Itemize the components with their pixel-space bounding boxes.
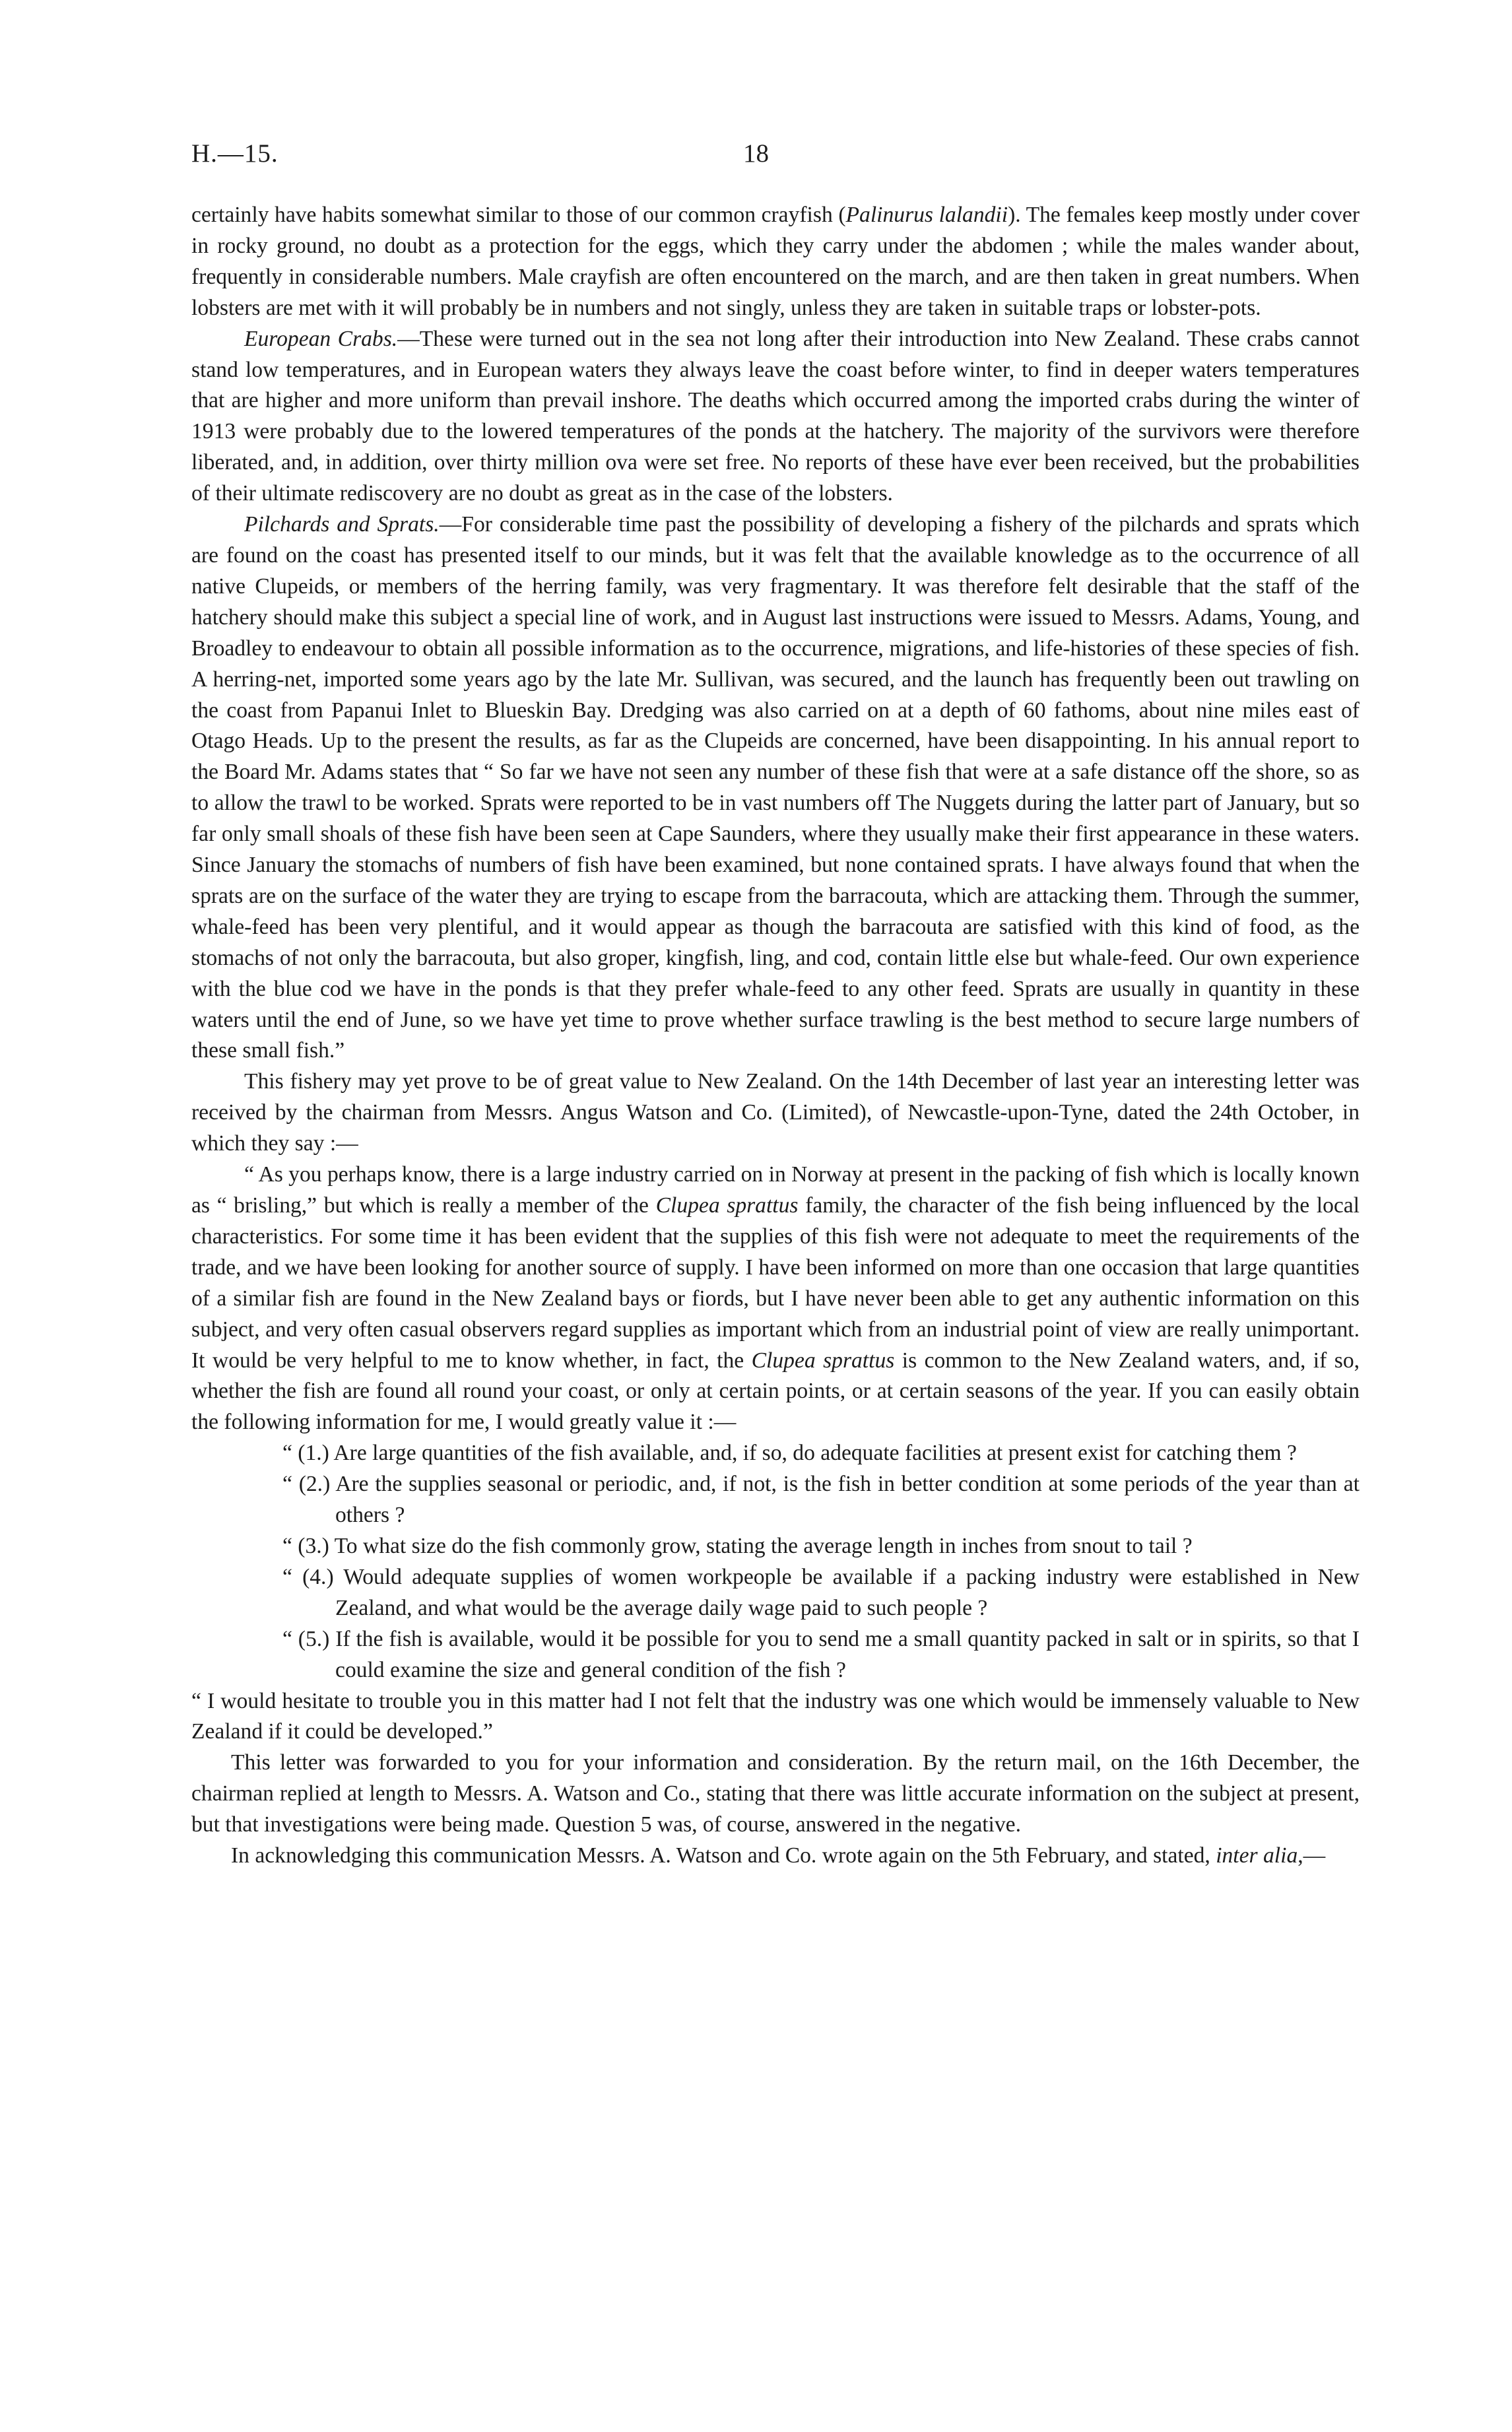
paragraph bbox=[191, 1067, 1360, 1160]
page-header bbox=[185, 139, 1327, 178]
text-run: “ I would hesitate to trouble you in this matter had I not felt that the industry was one which would be immensely valuable to New Zealand if it could be developed.” bbox=[191, 1688, 1360, 1744]
paragraph bbox=[191, 1841, 1360, 1872]
paragraph bbox=[191, 1160, 1360, 1438]
text-run: This letter was forwarded to you for your information and consideration. By the return mail, on the 16th December, the chairman replied at length to Messrs. A. Watson and Co., stating that there was little accurate information on the subject at present, but that investigations were being made. Question 5 was, of course, answered in the negative. bbox=[191, 1750, 1360, 1837]
italic-text: Pilchards and Sprats. bbox=[244, 512, 440, 537]
text-run: “ (4.) Would adequate supplies of women workpeople be available if a packing industry were established in New Zealand, and what would be the average daily wage paid to such people ? bbox=[282, 1564, 1360, 1620]
text-run: “ As you perhaps know, there is a large industry carried on in Norway at present in the packing of fish which is locally known as “ brisling,” but which is really a member of the bbox=[191, 1162, 1360, 1218]
italic-text: Palinurus lalandii bbox=[845, 203, 1008, 227]
question-item bbox=[191, 1624, 1360, 1686]
page-body bbox=[191, 200, 1360, 1872]
text-run: ). The females keep mostly under cover in rocky ground, no doubt as a protection for the eggs, which they carry under the abdomen ; while the males wander about, frequently in considerable numbers. Male crayfish are often encountered on the march, and are then taken in great numbers. When lobsters are met with it will probably be in numbers and not singly, unless they are taken in suitable traps or lobster-pots. bbox=[191, 203, 1360, 320]
text-run: “ (5.) If the fish is available, would it be possible for you to send me a small quantity packed in salt or in spirits, so that I could examine the size and general condition of the fish ? bbox=[282, 1626, 1360, 1682]
paragraph bbox=[191, 200, 1360, 324]
paragraph bbox=[191, 1686, 1360, 1748]
italic-text: Clupea sprattus bbox=[751, 1348, 895, 1373]
text-run: “ (2.) Are the supplies seasonal or periodic, and, if not, is the fish in better condition at some periods of the year than at others ? bbox=[282, 1472, 1360, 1528]
text-run: —These were turned out in the sea not long after their introduction into New Zealand. These crabs cannot stand low temperatures, and in European waters they always leave the coast before winter, to find in deeper waters temperatures that are higher and more uniform than prevail inshore. The deaths which occurred among the imported crabs during the winter of 1913 were probably due to the lowered temperatures of the ponds at the hatchery. The majority of the survivors were therefore liberated, and, in addition, over thirty million ova were set free. No reports of these have ever been received, but the probabilities of their ultimate rediscovery are no doubt as great as in the case of the lobsters. bbox=[191, 326, 1360, 506]
text-run: This fishery may yet prove to be of great value to New Zealand. On the 14th December of last year an interesting letter was received by the chairman from Messrs. Angus Watson and Co. (Limited), of Newcastle-upon-Tyne, dated the 24th October, in which they say :— bbox=[191, 1069, 1360, 1156]
italic-text: Clupea sprattus bbox=[655, 1193, 799, 1218]
italic-text: inter alia bbox=[1216, 1843, 1298, 1868]
text-run: “ (1.) Are large quantities of the fish available, and, if so, do adequate facilities at present exist for catching them ? bbox=[282, 1441, 1297, 1466]
question-item bbox=[191, 1438, 1360, 1469]
text-run: In acknowledging this communication Messrs. A. Watson and Co. wrote again on the 5th February, and stated, bbox=[231, 1843, 1216, 1868]
question-item bbox=[191, 1469, 1360, 1531]
text-run: certainly have habits somewhat similar to those of our common crayfish ( bbox=[191, 203, 846, 227]
text-run: family, the character of the fish being influenced by the local characteristics. For some time it has been evident that the supplies of this fish were not adequate to meet the requirements of the trade, and we have been looking for another source of supply. I have been informed on more than one occasion that large quantities of a similar fish are found in the New Zealand bays or fiords, but I have never been able to get any authentic information on this subject, and very often casual observers regard supplies as important which from an industrial point of view are really unimportant. It would be very helpful to me to know whether, in fact, the bbox=[191, 1193, 1360, 1373]
paragraph bbox=[191, 509, 1360, 1067]
page-number: 18 bbox=[743, 139, 769, 168]
question-item bbox=[191, 1531, 1360, 1562]
text-run: —For considerable time past the possibility of developing a fishery of the pilchards and sprats which are found on the coast has presented itself to our minds, but it was felt that the available knowledge as to the occurrence of all native Clupeids, or members of the herring family, was very fragmentary. It was therefore felt desirable that the staff of the hatchery should make this subject a special line of work, and in August last instructions were issued to Messrs. Adams, Young, and Broadley to endeavour to obtain all possible information as to the occurrence, migrations, and life-histories of these species of fish. A herring-net, imported some years ago by the late Mr. Sullivan, was secured, and the launch has frequently been out trawling on the coast from Papanui Inlet to Blueskin Bay. Dredging was also carried on at a depth of 60 fathoms, about nine miles east of Otago Heads. Up to the present the results, as far as the Clupeids are concerned, have been disappointing. In his annual report to the Board Mr. Adams states that “ So far we have not seen any number of these fish that were at a safe distance off the shore, so as to allow the trawl to be worked. Sprats were reported to be in vast numbers off The Nuggets during the latter part of January, but so far only small shoals of these fish have been seen at Cape Saunders, where they usually make their first appearance in these waters. Since January the stomachs of numbers of fish have been examined, but none contained sprats. I have always found that when the sprats are on the surface of the water they are trying to escape from the barracouta, which are attacking them. Through the summer, whale-feed has been very plentiful, and it would appear as though the barracouta are satisfied with this kind of food, as the stomachs of not only the barracouta, but also groper, kingfish, ling, and cod, contain little else but whale-feed. Our own experience with the blue cod we have in the ponds is that they prefer whale-feed to any other feed. Sprats are usually in quantity in these waters until the end of June, so we have yet time to prove whether surface trawling is the best method to secure large numbers of these small fish.” bbox=[191, 512, 1360, 1063]
text-run: ,— bbox=[1298, 1843, 1326, 1868]
text-run: is common to the New Zealand waters, and, if so, whether the fish are found all round your coast, or only at certain points, or at certain seasons of the year. If you can easily obtain the following information for me, I would greatly value it :— bbox=[191, 1348, 1360, 1435]
text-run: “ (3.) To what size do the fish commonly grow, stating the average length in inches from snout to tail ? bbox=[282, 1533, 1193, 1558]
paragraph bbox=[191, 1748, 1360, 1841]
document-reference: H.—15. bbox=[191, 139, 279, 168]
italic-text: European Crabs. bbox=[244, 326, 398, 351]
question-item bbox=[191, 1562, 1360, 1624]
paragraph bbox=[191, 324, 1360, 509]
